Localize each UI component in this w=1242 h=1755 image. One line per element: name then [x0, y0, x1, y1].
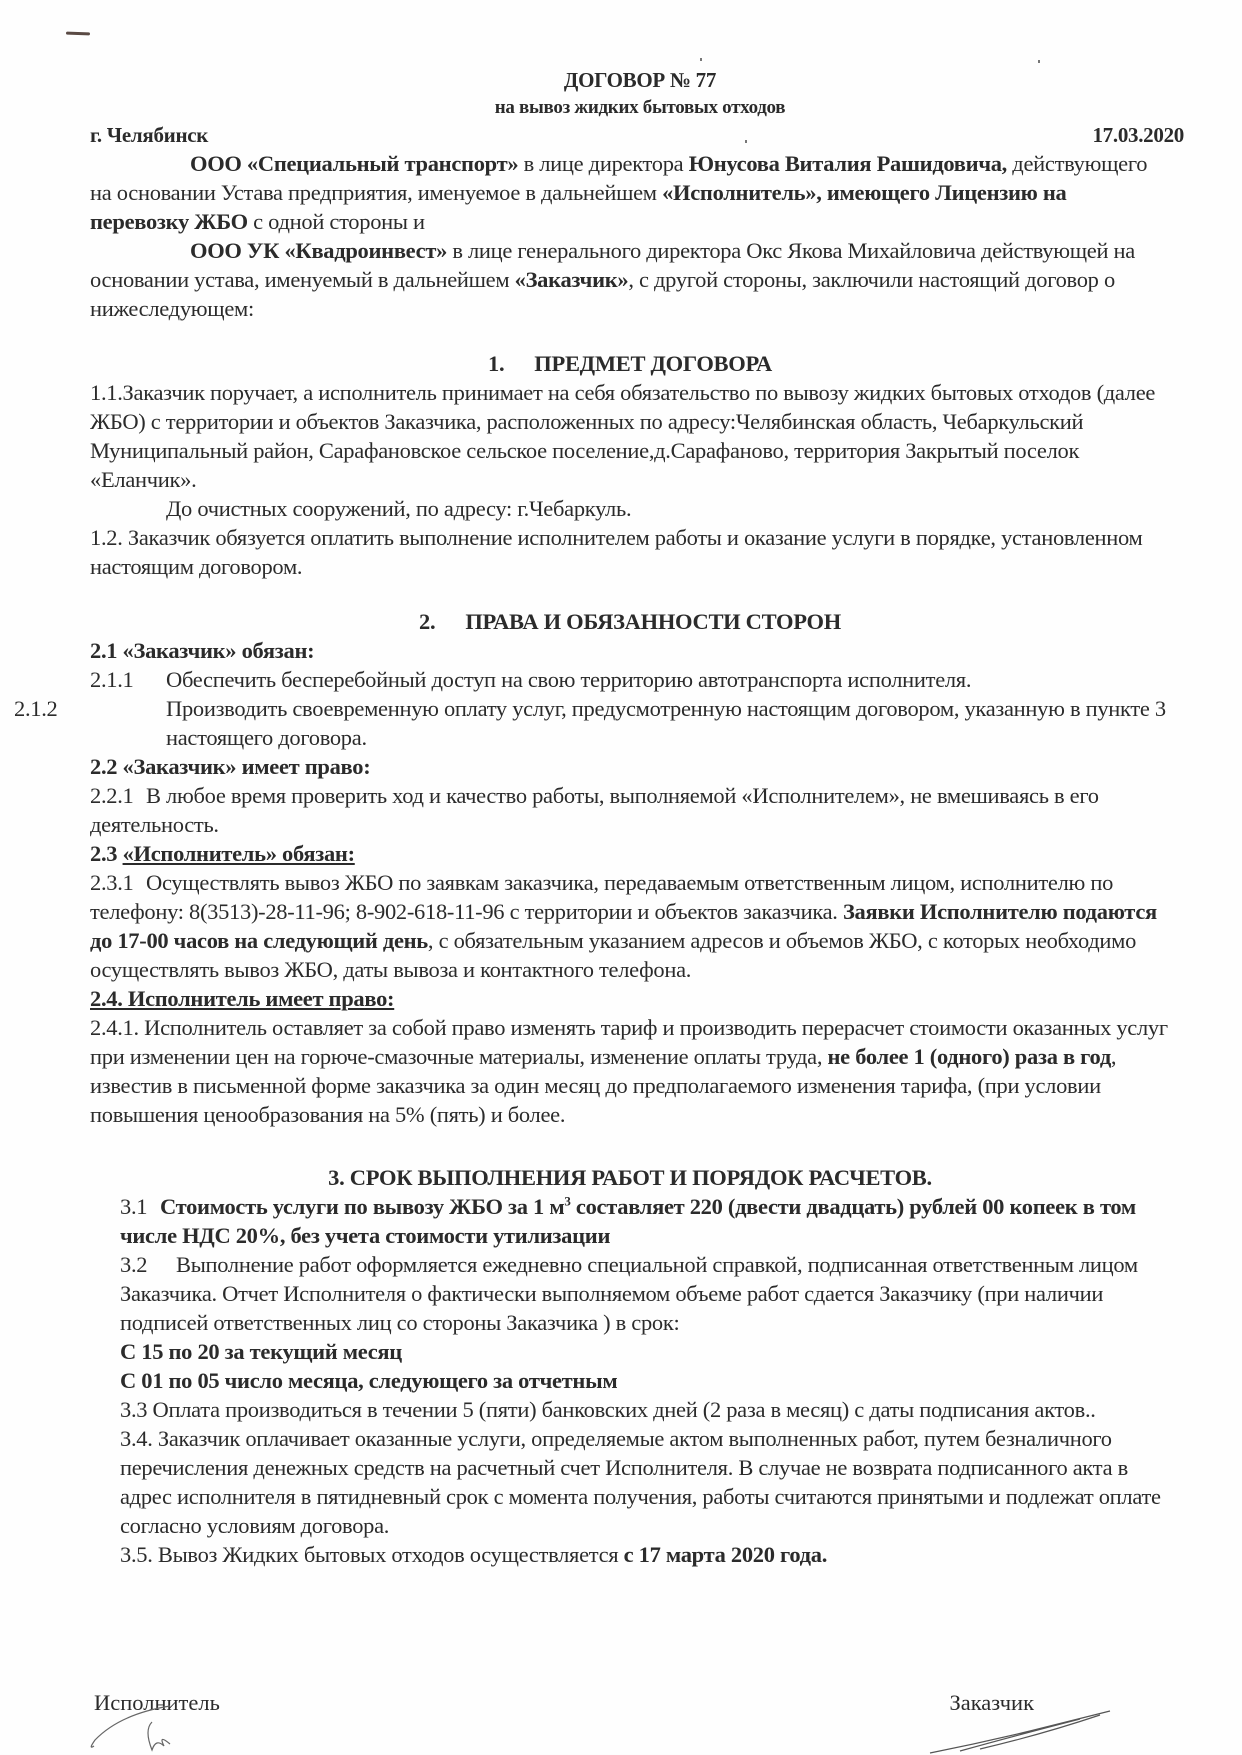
section-3-body	[90, 1192, 1170, 1569]
document-title: ДОГОВОР № 77	[563, 68, 717, 92]
clause-2-1-2: 2.1.2 Производить своевременную оплату услуг, предусмотренную настоящим договором, указанную в пункте 3 настоящего договора.	[14, 696, 1166, 750]
clause-1-1: 1.1.Заказчик поручает, а исполнитель принимает на себя обязательство по вывозу жидких бытовых отходов (далее ЖБО) с территории и объектов Заказчика, расположенных по адресу:Челябинская область, Чебаркульский Муниципальный район, Сарафановское сельское поселение,д.Сарафаново, территория Закрытый поселок «Еланчик».	[90, 380, 1156, 492]
customer-company: ООО УК «Квадроинвест»	[190, 238, 448, 263]
preamble-executor: ООО «Специальный транспорт» в лице директора Юнусова Виталия Рашидовича, действующего на основании Устава предприятия, именуемое в дальнейшем «Исполнитель», имеющего Лицензию на перевозку ЖБО с одной стороны и	[90, 151, 1148, 234]
clause-3-1: 3.1 Стоимость услуги по вывозу ЖБО за 1 $м^3$ составляет 220 (двести двадцать) рублей 00 копеек в том числе НДС 20%, без учета стоимости утилизации	[120, 1193, 1136, 1248]
clause-2-4-heading: 2.4. Исполнитель имеет право:	[90, 986, 395, 1011]
report-term-current: С 15 по 20 за текущий месяц	[120, 1339, 402, 1364]
tariff-limit: не более 1 (одного) раза в год	[827, 1044, 1111, 1069]
scan-artifact	[66, 32, 90, 36]
executor-signature	[60, 1700, 320, 1754]
clause-3-4: 3.4. Заказчик оплачивает оказанные услуги, определяемые актом выполненных работ, путем безналичного перечисления денежных средств на расчетный счет Исполнителя. В случае не возврата подписанного акта в адрес исполнителя в пятидневный срок с момента получения, работы считаются принятыми и подлежат оплате согласно условиям договора.	[120, 1426, 1161, 1538]
customer-signature-label: Заказчик	[949, 1690, 1034, 1715]
section-1-title: 1. ПРЕДМЕТ ДОГОВОРА	[488, 351, 772, 376]
executor-director: Юнусова Виталия Рашидовича,	[688, 151, 1007, 176]
clause-2-4-1: 2.4.1. Исполнитель оставляет за собой право изменять тариф и производить перерасчет стоимости оказанных услуг при изменении цен на горюче-смазочные материалы, изменение оплаты труда, не более 1 (одного) раза в год, известив в письменной форме заказчика за один месяц до предполагаемого изменения тарифа, (при условии повышения ценообразования на 5% (пять) и более.	[90, 1015, 1168, 1127]
clause-2-2-1: 2.2.1 В любое время проверить ход и качество работы, выполняемой «Исполнителем», не вмешиваясь в его деятельность.	[90, 783, 1099, 837]
clause-2-3-heading: 2.3 «Исполнитель» обязан:	[90, 841, 355, 866]
executor-role: «Исполнитель», имеющего Лицензию на перевозку ЖБО	[90, 180, 1067, 234]
clause-2-1-heading: 2.1 «Заказчик» обязан:	[90, 638, 315, 663]
customer-role: «Заказчик»	[514, 267, 629, 292]
section-3-title: 3. СРОК ВЫПОЛНЕНИЯ РАБОТ И ПОРЯДОК РАСЧЕТОВ.	[328, 1165, 932, 1190]
start-date: с 17 марта 2020 года.	[623, 1542, 828, 1567]
contract-city: г. Челябинск	[90, 123, 209, 147]
clause-2-3-1: 2.3.1 Осуществлять вывоз ЖБО по заявкам заказчика, передаваемым ответственным лицом, исполнителю по телефону: 8(3513)-28-11-96; 8-902-618-11-96 с территории и объектов заказчика. Заявки Исполнителю подаются до 17-00 часов на следующий день, с обязательным указанием адресов и объемов ЖБО, с которых необходимо осуществлять вывоз ЖБО, даты вывоза и контактного телефона.	[90, 870, 1157, 982]
clause-1-2: 1.2. Заказчик обязуется оплатить выполнение исполнителем работы и оказание услуги в порядке, установленном настоящим договором.	[90, 525, 1143, 579]
requests-deadline: Заявки Исполнителю подаются до 17-00 часов на следующий день	[90, 899, 1157, 953]
document-subtitle: на вывоз жидких бытовых отходов	[494, 97, 786, 118]
clause-2-1-1: 2.1.1 Обеспечить бесперебойный доступ на свою территорию автотранспорта исполнителя.	[90, 667, 972, 692]
report-term-next: С 01 по 05 число месяца, следующего за отчетным	[120, 1368, 618, 1393]
document-body	[14, 66, 1184, 1569]
executor-signature-label: Исполнитель	[94, 1690, 220, 1715]
section-2-title: 2. ПРАВА И ОБЯЗАННОСТИ СТОРОН	[419, 609, 841, 634]
city-date-row	[90, 121, 1184, 149]
clause-3-3: 3.3 Оплата производиться в течении 5 (пяти) банковских дней (2 раза в месяц) с даты подписания актов..	[120, 1397, 1096, 1422]
contract-date: 17.03.2020	[1092, 123, 1184, 147]
clause-1-1-treatment: До очистных сооружений, по адресу: г.Чебаркуль.	[166, 496, 632, 521]
customer-signature	[920, 1705, 1130, 1755]
scan-speck	[1038, 60, 1040, 63]
clause-3-5: 3.5. Вывоз Жидких бытовых отходов осуществляется с 17 марта 2020 года.	[120, 1542, 828, 1567]
executor-company: ООО «Специальный транспорт»	[190, 151, 519, 176]
clause-3-2: 3.2 Выполнение работ оформляется ежедневно специальной справкой, подписанная ответственным лицом Заказчика. Отчет Исполнителя о фактически выполняемом объеме работ сдается Заказчику (при наличии подписей ответственных лиц со стороны Заказчика ) в срок:	[120, 1252, 1138, 1335]
scan-speck	[700, 58, 702, 61]
preamble-customer: ООО УК «Квадроинвест» в лице генерального директора Окс Якова Михайловича действующей на основании устава, именуемый в дальнейшем «Заказчик», с другой стороны, заключили настоящий договор о нижеследующем:	[90, 238, 1135, 321]
clause-2-2-heading: 2.2 «Заказчик» имеет право:	[90, 754, 371, 779]
